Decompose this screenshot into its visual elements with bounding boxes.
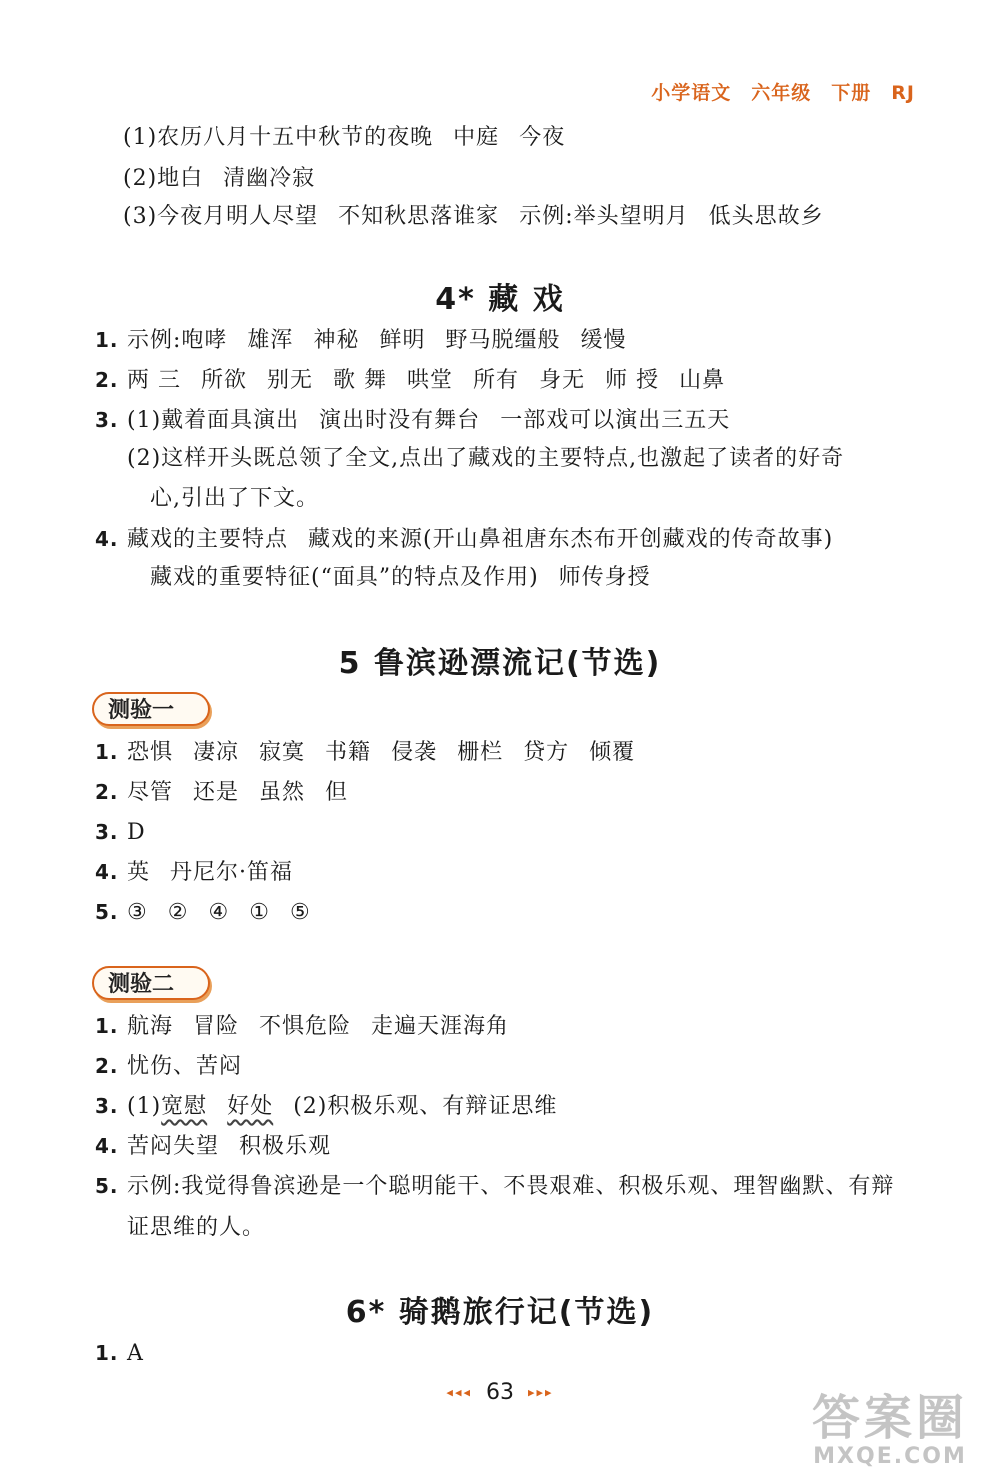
s4-q3-line3: 心,引出了下文。 <box>150 486 319 511</box>
s4-q2: 2. 两 三 所欲 别无 歌 舞 哄堂 所有 身无 师 授 山鼻 <box>95 368 726 393</box>
s6-q1: 1. A <box>95 1341 144 1366</box>
section-6-title: 6* 骑鹅旅行记(节选) <box>345 1295 655 1330</box>
watermark-logo: 答案圈 <box>811 1390 968 1446</box>
s5t2-q4: 4. 苦闷失望 积极乐观 <box>95 1134 332 1159</box>
header-volume: 下册 <box>831 82 872 104</box>
header-grade: 六年级 <box>751 82 812 104</box>
prev-line-3: (3)今夜月明人尽望 不知秋思落谁家 示例:举头望明月 低头思故乡 <box>123 204 824 229</box>
watermark <box>800 1392 980 1469</box>
s5t1-q3: 3. D <box>95 820 146 845</box>
s5t2-q2: 2. 忧伤、苦闷 <box>95 1054 243 1079</box>
next-arrows-icon: ▸▸▸ <box>528 1385 554 1401</box>
page-number: 63 <box>486 1380 514 1405</box>
s5t1-q1: 1. 恐惧 凄凉 寂寞 书籍 侵袭 栅栏 贷方 倾覆 <box>95 740 636 765</box>
prev-line-1: (1)农历八月十五中秋节的夜晚 中庭 今夜 <box>123 125 566 150</box>
s4-q3-line2: (2)这样开头既总领了全文,点出了藏戏的主要特点,也激起了读者的好奇 <box>127 446 845 471</box>
section-5-title: 5 鲁滨逊漂流记(节选) <box>338 646 662 681</box>
s4-q1: 1. 示例:咆哮 雄浑 神秘 鲜明 野马脱缰般 缓慢 <box>95 328 627 353</box>
s5t2-q1: 1. 航海 冒险 不惧危险 走遍天涯海角 <box>95 1014 510 1039</box>
page-header <box>631 78 915 105</box>
prev-arrows-icon: ◂◂◂ <box>446 1385 472 1401</box>
s5t1-q5: 5. ③ ② ④ ① ⑤ <box>95 900 311 925</box>
prev-line-2: (2)地白 清幽冷寂 <box>123 166 316 191</box>
header-edition: RJ <box>891 82 915 104</box>
header-subject: 小学语文 <box>651 82 732 104</box>
wavy-word-1: 宽慰 <box>161 1094 208 1119</box>
s4-q4: 4. 藏戏的主要特点 藏戏的来源(开山鼻祖唐东杰布开创藏戏的传奇故事) <box>95 527 834 552</box>
s4-q4-line2: 藏戏的重要特征(“面具”的特点及作用) 师传身授 <box>150 565 651 590</box>
s5t2-q3: 3. (1)宽慰 好处 (2)积极乐观、有辩证思维 <box>95 1094 558 1119</box>
s5t2-q5: 5. 示例:我觉得鲁滨逊是一个聪明能干、不畏艰难、积极乐观、理智幽默、有辩 <box>95 1174 895 1199</box>
watermark-url: MXQE.COM <box>813 1444 967 1469</box>
test-1-badge: 测验一 <box>92 692 210 726</box>
s5t1-q4: 4. 英 丹尼尔·笛福 <box>95 860 294 885</box>
test-2-badge: 测验二 <box>92 966 210 1000</box>
s4-q3: 3. (1)戴着面具演出 演出时没有舞台 一部戏可以演出三五天 <box>95 408 731 433</box>
s5t1-q2: 2. 尽管 还是 虽然 但 <box>95 780 349 805</box>
s5t2-q5-line2: 证思维的人。 <box>127 1215 266 1240</box>
wavy-word-2: 好处 <box>227 1094 274 1119</box>
section-4-title: 4* 藏 戏 <box>435 282 565 317</box>
